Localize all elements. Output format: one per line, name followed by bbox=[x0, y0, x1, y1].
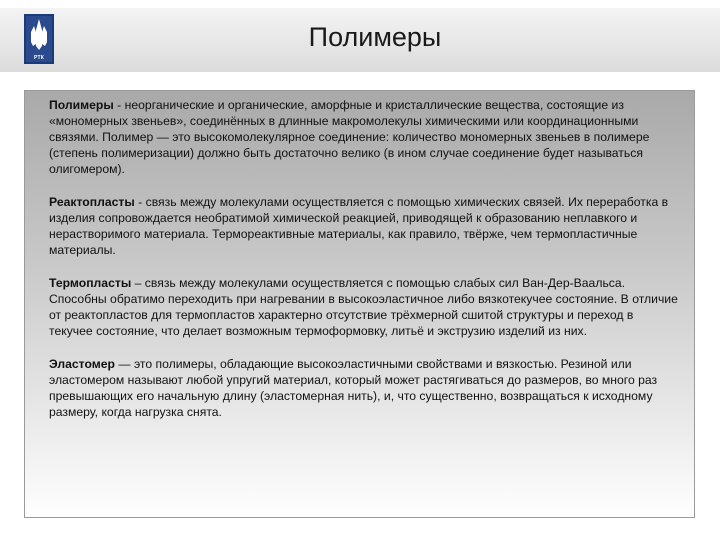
term-thermosets: Реактопласты bbox=[49, 195, 135, 209]
term-polymers: Полимеры bbox=[49, 98, 114, 112]
content-box bbox=[24, 90, 695, 518]
logo-caption: РТК bbox=[34, 55, 44, 61]
definition-polymers: - неорганические и органические, аморфные и кристаллические вещества, состоящие из «мономерных звеньев», соединённых в длинные макромолекулы химическими или координационными связями. Полимер — это высокомолекулярное соединение: количество мономерных звеньев в полимере (степень полимеризации) должно быть достаточно велико (в ином случае соединение будет называться олигомером). bbox=[49, 98, 650, 176]
definition-thermosets: - связь между молекулами осуществляется с помощью химических связей. Их переработка в изделия сопровождается необратимой химической реакцией, приводящей к образованию неплавкого и нерастворимого материала. Термореактивные материалы, как правило, твёрже, чем термопластичные материалы. bbox=[49, 195, 669, 257]
page-title: Полимеры bbox=[308, 22, 442, 52]
paragraph-thermosets bbox=[49, 194, 680, 258]
paragraph-polymers bbox=[49, 97, 680, 177]
term-elastomer: Эластомер bbox=[49, 357, 115, 371]
term-thermoplastics: Термопласты bbox=[49, 276, 132, 290]
definition-thermoplastics: – связь между молекулами осуществляется с помощью слабых сил Ван-Дер-Ваальса. Способны обратимо переходить при нагревании в высокоэластичное либо вязкотекучее состояние. В отличие от реактопластов для термопластов характерно отсутствие трёхмерной сшитой структуры и переход в текучее состояние, что делает возможным термоформовку, литьё и экструзию изделий из них. bbox=[49, 276, 678, 338]
paragraph-elastomer bbox=[49, 356, 680, 420]
definition-elastomer: — это полимеры, обладающие высокоэластичными свойствами и вязкостью. Резиной или эластомером называют любой упругий материал, который может растягиваться до размеров, во много раз превышающих его начальную длину (эластомерная нить), и, что существенно, возвращаться к исходному размеру, когда нагрузка снята. bbox=[49, 357, 658, 419]
paragraph-thermoplastics bbox=[49, 275, 680, 339]
